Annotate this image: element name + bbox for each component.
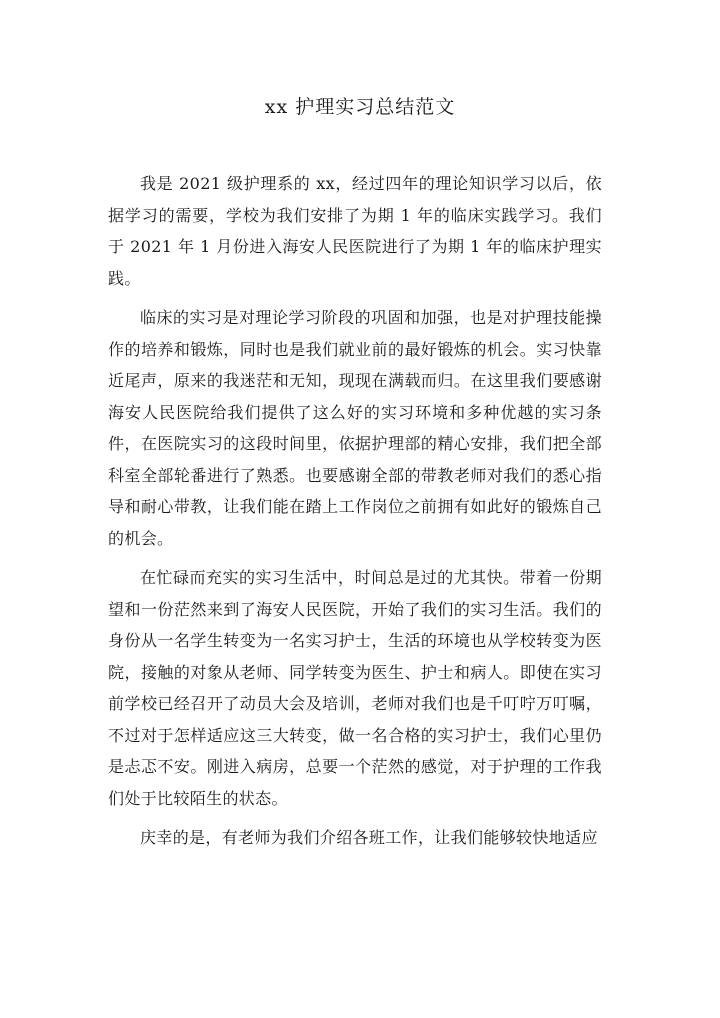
paragraph-4: 庆幸的是，有老师为我们介绍各班工作，让我们能够较快地适应 (140, 828, 598, 847)
paragraph-3: 在忙碌而充实的实习生活中，时间总是过的尤其快。带着一份期望和一份茫然来到了海安人民医院，开始了我们的实习生活。我们的身份从一名学生转变为一名实习护士，生活的环境也从学校转变为医院，接触的对象从老师、同学转变为医生、护士和病人。即使在实习前学校已经召开了动员大会及培训，老师对我们也是千叮咛万叮嘱，不过对于怎样适应这三大转变，做一名合格的实习护士，我们心里仍是忐忑不安。刚进入病房，总要一个茫然的感觉，对于护理的工作我们处于比较陌生的状态。 (108, 568, 602, 808)
paragraph-2: 临床的实习是对理论学习阶段的巩固和加强，也是对护理技能操作的培养和锻炼，同时也是我们就业前的最好锻炼的机会。实习快靠近尾声，原来的我迷茫和无知，现现在满载而归。在这里我们要感谢海安人民医院给我们提供了这么好的实习环境和多种优越的实习条件，在医院实习的这段时间里，依据护理部的精心安排，我们把全部科室全部轮番进行了熟悉。也要感谢全部的带教老师对我们的悉心指导和耐心带教，让我们能在踏上工作岗位之前拥有如此好的锻炼自己的机会。 (108, 308, 602, 548)
paragraph-1: 我是 2021 级护理系的 xx，经过四年的理论知识学习以后，依据学习的需要，学校为我们安排了为期 1 年的临床实践学习。我们于 2021 年 1 月份进入海安人民医院进行了为期 1 年的临床护理实践。 (108, 174, 602, 288)
document-title: xx 护理实习总结范文 (264, 96, 456, 118)
document-body (108, 168, 602, 854)
